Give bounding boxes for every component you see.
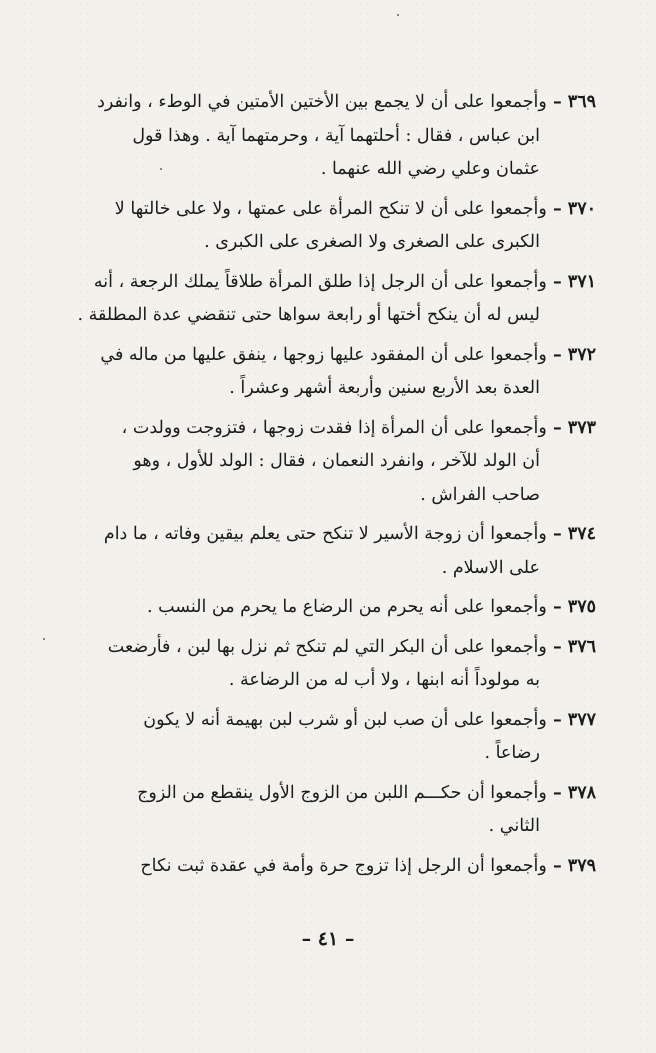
entry-first-line <box>74 518 596 552</box>
entry-text: رضاعاً . <box>484 743 540 763</box>
entry-continuation-line <box>74 153 596 187</box>
entry-first-line <box>74 266 596 300</box>
entry-number: ٣٧٣ <box>567 417 596 438</box>
entry-text: وأجمعوا أن حكـــم اللبن من الزوج الأول ينقطع من الزوج <box>137 782 547 803</box>
entry-٣٧١ <box>74 266 596 333</box>
entry-continuation-line <box>74 737 596 771</box>
entry-number: ٣٧٢ <box>567 344 596 365</box>
entry-first-line <box>74 86 596 120</box>
entry-text: وأجمعوا على أن البكر التي لم تنكح ثم نزل بها لبن ، فأرضعت <box>107 636 547 657</box>
entry-٣٧٧ <box>74 704 596 771</box>
entry-continuation-line <box>74 552 596 586</box>
entry-first-line <box>74 412 596 446</box>
entry-first-line <box>74 850 596 884</box>
entry-text: الثاني . <box>488 816 540 836</box>
entry-number: ٣٧٧ <box>567 709 596 730</box>
entry-text: وأجمعوا أن الرجل إذا تزوج حرة وأمة في عقدة ثبت نكاح <box>140 855 547 876</box>
entry-٣٧٩ <box>74 850 596 884</box>
entry-dash: – <box>546 198 568 219</box>
entry-number: ٣٧٥ <box>567 597 596 617</box>
entry-٣٧٣ <box>74 412 596 513</box>
entry-text: الكبرى على الصغرى ولا الصغرى على الكبرى . <box>204 232 540 252</box>
entry-continuation-line <box>74 226 596 260</box>
page-number: – ٤١ – <box>301 928 355 950</box>
entry-dash: – <box>546 524 568 544</box>
entry-dash: – <box>546 271 568 292</box>
entry-continuation-line <box>74 120 596 154</box>
entry-number: ٣٧٨ <box>567 782 596 803</box>
entry-text: وأجمعوا على أن المفقود عليها زوجها ، ينفق عليها من ماله في <box>100 344 547 365</box>
entry-continuation-line <box>74 479 596 513</box>
entry-٣٧٨ <box>74 777 596 844</box>
entry-continuation-line <box>74 445 596 479</box>
entry-dash: – <box>546 709 568 730</box>
entry-text: وأجمعوا أن زوجة الأسير لا تنكح حتى يعلم بيقين وفاته ، ما دام <box>103 524 547 544</box>
entry-first-line <box>74 631 596 665</box>
entry-٣٧٦ <box>74 631 596 698</box>
entry-first-line <box>74 339 596 373</box>
entry-number: ٣٦٩ <box>567 92 596 112</box>
entry-text: أن الولد للآخر ، وانفرد النعمان ، فقال : الولد للأول ، وهو <box>133 451 540 471</box>
entry-text: ابن عباس ، فقال : أحلتهما آية ، وحرمتهما آية . وهذا قول <box>132 125 540 146</box>
entry-text: وأجمعوا على أن المرأة إذا فقدت زوجها ، فتزوجت وولدت ، <box>121 417 547 438</box>
scan-speck <box>43 638 45 640</box>
entry-dash: – <box>546 782 568 803</box>
entry-first-line <box>74 704 596 738</box>
entry-number: ٣٧١ <box>567 271 596 292</box>
entry-continuation-line <box>74 299 596 333</box>
entry-dash: – <box>546 636 568 657</box>
entry-continuation-line <box>74 664 596 698</box>
entry-dash: – <box>546 855 568 876</box>
entry-text: وأجمعوا على أن صب لبن أو شرب لبن بهيمة أنه لا يكون <box>143 709 547 730</box>
entry-dash: – <box>546 92 568 112</box>
entry-text: صاحب الفراش . <box>420 484 540 505</box>
entry-text: العدة بعد الأربع سنين وأربعة أشهر وعشراً . <box>229 378 540 398</box>
entry-first-line <box>74 777 596 811</box>
entry-٣٧٢ <box>74 339 596 406</box>
entry-text: وأجمعوا على أن لا تنكح المرأة على عمتها ، ولا على خالتها لا <box>114 198 547 219</box>
entry-dash: – <box>546 344 568 365</box>
entry-text: وأجمعوا على أن الرجل إذا طلق المرأة طلاقاً يملك الرجعة ، أنه <box>93 271 547 292</box>
entry-text: على الاسلام . <box>441 557 540 578</box>
scan-speck <box>397 14 399 16</box>
entry-text: وأجمعوا على أنه يحرم من الرضاع ما يحرم من النسب . <box>146 597 547 617</box>
entry-first-line <box>74 193 596 227</box>
entry-continuation-line <box>74 810 596 844</box>
entry-dash: – <box>546 417 568 438</box>
entry-٣٧٠ <box>74 193 596 260</box>
entry-number: ٣٧٤ <box>567 524 596 544</box>
entry-text: به مولوداً أنه ابنها ، ولا أب له من الرضاعة . <box>228 670 540 690</box>
entry-number: ٣٧٠ <box>567 198 596 219</box>
page-body <box>74 86 596 889</box>
entry-٣٧٥ <box>74 591 596 625</box>
entry-continuation-line <box>74 372 596 406</box>
entry-number: ٣٧٩ <box>567 855 596 876</box>
entry-٣٦٩ <box>74 86 596 187</box>
entry-text: عثمان وعلي رضي الله عنهما . <box>320 159 540 179</box>
entry-text: وأجمعوا على أن لا يجمع بين الأختين الأمتين في الوطء ، وانفرد <box>97 92 547 112</box>
entry-first-line <box>74 591 596 625</box>
entry-٣٧٤ <box>74 518 596 585</box>
entry-text: ليس له أن ينكح أختها أو رابعة سواها حتى تنقضي عدة المطلقة . <box>77 305 540 325</box>
entry-dash: – <box>546 597 568 617</box>
entry-number: ٣٧٦ <box>567 636 596 657</box>
